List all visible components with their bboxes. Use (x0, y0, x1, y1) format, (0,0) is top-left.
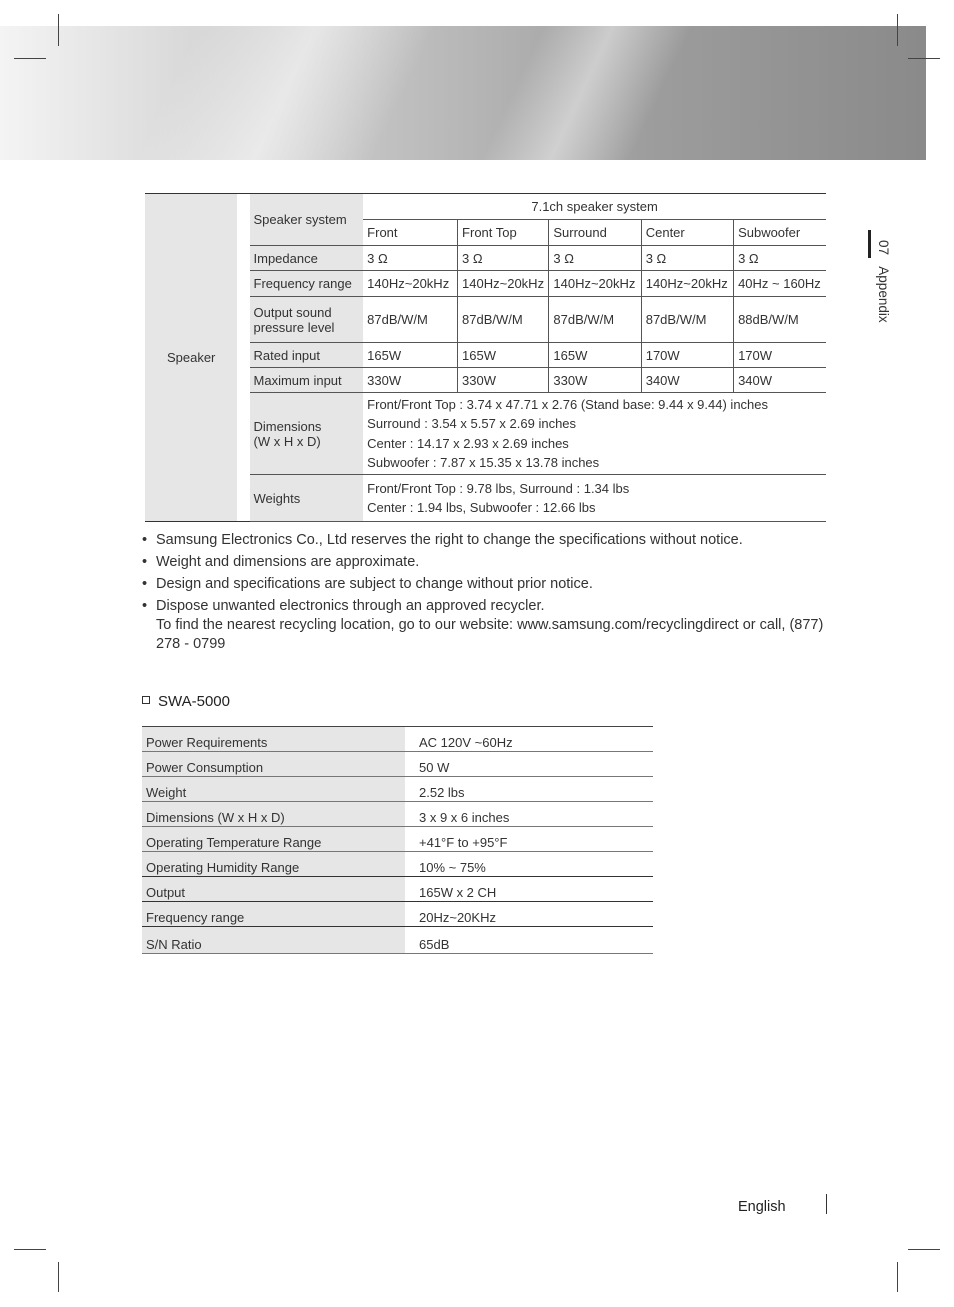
table-cell: 140Hz~20kHz (549, 271, 641, 297)
column-header: Front Top (458, 220, 549, 246)
column-header: Subwoofer (734, 220, 826, 246)
speaker-category-cell: Speaker (145, 194, 237, 522)
table-cell: 165W (549, 343, 641, 368)
row-label: Weights (250, 475, 364, 522)
speaker-system-label: Speaker system (250, 194, 364, 246)
list-item: • Design and specifications are subject to change without prior notice. (142, 575, 842, 594)
table-cell: 3 Ω (458, 246, 549, 271)
crop-mark (897, 1262, 898, 1292)
table-cell: 3 Ω (734, 246, 826, 271)
table-cell: 165W (458, 343, 549, 368)
table-cell: 88dB/W/M (734, 297, 826, 343)
table-cell: 170W (641, 343, 733, 368)
table-cell: 3 Ω (641, 246, 733, 271)
footer-divider (826, 1194, 827, 1214)
dimensions-cell: Front/Front Top : 3.74 x 47.71 x 2.76 (Stand base: 9.44 x 9.44) inches Surround : 3.54 x 5.57 x 2.69 inches Center : 14.17 x 2.93 x 2.69 inches Subwoofer : 7.87 x 15.35 x 13.78 inches (363, 393, 826, 475)
table-cell: 40Hz ~ 160Hz (734, 271, 826, 297)
table-cell: 87dB/W/M (641, 297, 733, 343)
crop-mark (908, 58, 940, 59)
row-label: Maximum input (250, 368, 364, 393)
table-cell: 140Hz~20kHz (641, 271, 733, 297)
table-cell: 330W (458, 368, 549, 393)
footer-language: English (738, 1199, 786, 1215)
row-label: Output sound pressure level (250, 297, 364, 343)
column-header: Front (363, 220, 457, 246)
table-row: Operating Humidity Range 10% ~ 75% (142, 852, 653, 877)
table-cell: 340W (734, 368, 826, 393)
table-row: Operating Temperature Range +41°F to +95°F (142, 827, 653, 852)
column-header: Surround (549, 220, 641, 246)
table-cell: 330W (549, 368, 641, 393)
checkbox-bullet-icon (142, 696, 150, 704)
table-cell: 3 Ω (549, 246, 641, 271)
table-row: Dimensions (W x H x D) 3 x 9 x 6 inches (142, 802, 653, 827)
row-label: Dimensions (W x H x D) (250, 393, 364, 475)
swa-spec-table (142, 726, 653, 954)
speaker-system-title: 7.1ch speaker system (363, 194, 826, 220)
table-cell: 87dB/W/M (549, 297, 641, 343)
table-cell: 87dB/W/M (458, 297, 549, 343)
speaker-spec-table (145, 193, 826, 522)
chapter-bar (868, 230, 871, 258)
crop-mark (58, 1262, 59, 1292)
table-row: Power Consumption 50 W (142, 752, 653, 777)
table-cell: 165W (363, 343, 457, 368)
table-cell: 170W (734, 343, 826, 368)
row-label: Rated input (250, 343, 364, 368)
table-row: S/N Ratio 65dB (142, 927, 653, 954)
recycle-text: To find the nearest recycling location, go to our website: www.samsung.com/recyclingdirect or call, (877) 278 - 0799 (156, 617, 824, 652)
column-header: Center (641, 220, 733, 246)
crop-mark (14, 1249, 46, 1250)
header-banner (0, 26, 926, 160)
table-row: Frequency range 20Hz~20KHz (142, 902, 653, 927)
row-label: Frequency range (250, 271, 364, 297)
crop-mark (14, 58, 46, 59)
list-item: • Samsung Electronics Co., Ltd reserves the right to change the specifications without notice. (142, 531, 842, 550)
table-cell: 3 Ω (363, 246, 457, 271)
table-cell: 87dB/W/M (363, 297, 457, 343)
table-cell: 140Hz~20kHz (458, 271, 549, 297)
list-item: • Weight and dimensions are approximate. (142, 553, 842, 572)
chapter-label: 07 Appendix (876, 240, 891, 323)
row-label: Impedance (250, 246, 364, 271)
table-row: Weight 2.52 lbs (142, 777, 653, 802)
crop-mark (58, 14, 59, 46)
table-row: Power Requirements AC 120V ~60Hz (142, 727, 653, 752)
section-title: SWA-5000 (142, 693, 230, 710)
crop-mark (908, 1249, 940, 1250)
weights-cell: Front/Front Top : 9.78 lbs, Surround : 1.34 lbs Center : 1.94 lbs, Subwoofer : 12.66 lbs (363, 475, 826, 522)
table-cell: 140Hz~20kHz (363, 271, 457, 297)
table-cell: 340W (641, 368, 733, 393)
table-row: Output 165W x 2 CH (142, 877, 653, 902)
chapter-tab (868, 230, 898, 360)
list-item: • Dispose unwanted electronics through an approved recycler. To find the nearest recycling location, go to our website: www.samsung.com/recyclingdirect or call, (877) 278 - 0799 (142, 597, 842, 654)
crop-mark (897, 14, 898, 46)
notes-list (142, 531, 842, 657)
table-cell: 330W (363, 368, 457, 393)
